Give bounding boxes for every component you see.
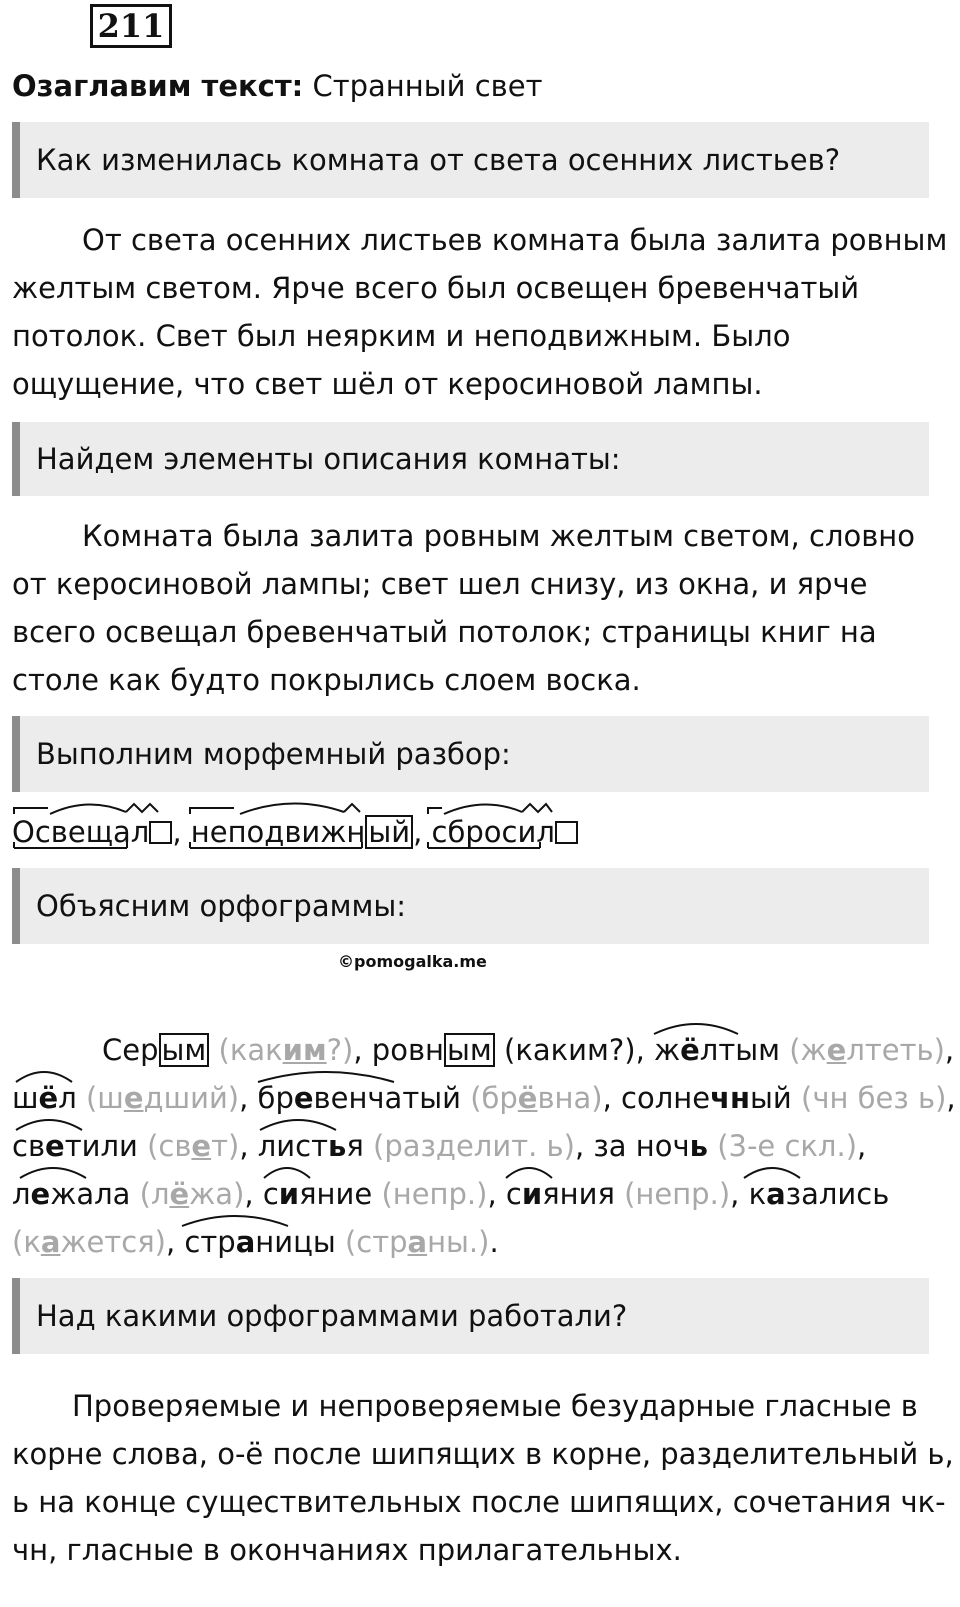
question-1: Как изменилась комната от света осенних листьев? (12, 122, 929, 198)
orthography-block (12, 1026, 956, 1266)
suffix-mark (126, 804, 158, 812)
question-2: Найдем элементы описания комнаты: (12, 422, 929, 496)
answer-2-line: Комната была залита ровным желтым светом, словно (82, 519, 916, 553)
answer-2-line: от керосиновой лампы; свет шел снизу, из окна, и ярче (12, 567, 868, 601)
ortho-line-2: шёл (шедший), бревенчатый (брёвна), солнечный (чн без ь), (12, 1074, 942, 1122)
root-arc (742, 1164, 802, 1180)
root-arc (18, 1164, 88, 1180)
morpheme-analysis (12, 810, 578, 854)
separator: , (413, 815, 423, 849)
root-arc (14, 1068, 74, 1084)
answer-5-line: чн, гласные в окончаниях прилагательных. (12, 1533, 682, 1567)
root-arc (262, 1164, 312, 1180)
answer-5-line: Проверяемые и непроверяемые безударные гласные в (72, 1389, 918, 1423)
task-number: 211 (90, 4, 172, 48)
prefix-mark (190, 808, 234, 814)
morph-word-3: сброси (431, 815, 537, 849)
answer-1-line: ощущение, что свет шёл от керосиновой лампы. (12, 367, 763, 401)
answer-1 (12, 216, 948, 408)
prefix-mark (428, 808, 442, 814)
ortho-line-1: Сер ым (каким?), ровн ым (каким?), жёлтым (желтеть), (12, 1026, 942, 1074)
prefix-mark (14, 808, 48, 814)
root-arc (256, 1068, 396, 1084)
question-3: Выполним морфемный разбор: (12, 716, 929, 792)
copyright: ©pomogalka.me (338, 952, 487, 971)
answer-2 (12, 512, 930, 704)
answer-1-line: От света осенних листьев комната была залита ровным (82, 223, 948, 257)
ortho-line-5: (кажется), страницы (страны.). (12, 1218, 942, 1266)
root-arc (652, 1020, 742, 1036)
ortho-line-4: лежала (лёжа), сияние (непр.), сияния (непр.), казались (12, 1170, 942, 1218)
ending-box: ым (444, 1033, 495, 1067)
title-label: Озаглавим текст: (12, 69, 304, 103)
answer-5 (12, 1382, 954, 1574)
answer-2-line: столе как будто покрылись слоем воска. (12, 663, 641, 697)
morph-word-3-suffix: л (536, 815, 555, 849)
morph-word-2-stem: неподвижн (190, 815, 366, 849)
answer-5-line: ь на конце существительных после шипящих, сочетания чк- (12, 1485, 946, 1519)
root-arc (240, 803, 344, 814)
separator: , (172, 815, 182, 849)
ending-box: ым (159, 1033, 210, 1067)
root-arc (180, 1212, 290, 1228)
answer-5-line: корне слова, о-ё после шипящих в корне, разделительный ь, (12, 1437, 954, 1471)
title-value: Странный свет (312, 69, 543, 103)
morpheme-marks (12, 798, 592, 858)
answer-2-line: всего освещал бревенчатый потолок; страницы книг на (12, 615, 877, 649)
root-arc (14, 1116, 84, 1132)
root-arc (50, 804, 126, 814)
question-5: Над какими орфограммами работали? (12, 1278, 929, 1354)
root-arc (444, 804, 522, 814)
ortho-line-3: светили (свет), листья (разделит. ь), за ночь (3-е скл.), (12, 1122, 942, 1170)
root-arc (504, 1164, 554, 1180)
title-line (12, 66, 542, 106)
suffix-mark (522, 804, 552, 812)
suffix-mark (344, 804, 360, 812)
answer-1-line: потолок. Свет был неярким и неподвижным. Было (12, 319, 791, 353)
morph-word-1: Освещал (12, 815, 150, 849)
root-arc (258, 1116, 338, 1132)
answer-1-line: желтым светом. Ярче всего был освещен бревенчатый (12, 271, 860, 305)
question-4: Объясним орфограммы: (12, 868, 929, 944)
morph-word-2-ending: ый (365, 815, 413, 849)
